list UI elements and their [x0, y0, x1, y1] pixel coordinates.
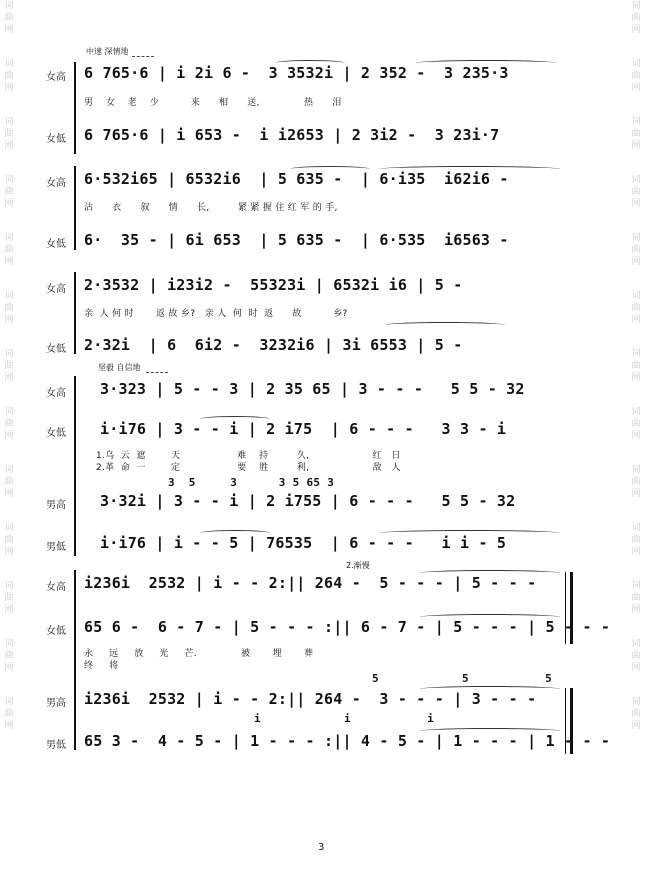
watermark-char: 曲	[631, 303, 641, 313]
watermark-char: 词	[4, 639, 14, 649]
slur	[380, 530, 560, 536]
watermark-char: 词	[4, 407, 14, 417]
watermark-char: 网	[631, 373, 641, 383]
notes-line: 65 3 - 4 - 5 - | 1 - - - :|| 4 - 5 - | 1 - - - | 1 - - -	[84, 732, 611, 750]
notes-line: 65 6 - 6 - 7 - | 5 - - - :|| 6 - 7 - | 5 - - - | 5 - - -	[84, 618, 611, 636]
lyric-line: 男 女 老 少 来 相 送, 热 泪	[84, 98, 342, 108]
slur	[416, 60, 556, 66]
notes-line: 3·323 | 5 - - 3 | 2 35 65 | 3 - - - 5 5 - 32	[100, 380, 525, 398]
watermark-char: 词	[631, 465, 641, 475]
watermark-char: 网	[631, 141, 641, 151]
notes-line: 6·532i65 | 6532i6 | 5 635 - | 6·i35 i62i6 -	[84, 170, 509, 188]
watermark-char: 网	[4, 721, 14, 731]
watermark-char: 网	[631, 605, 641, 615]
notes-line: 6 765·6 | i 2i 6 - 3 3532i | 2 352 - 3 235·3	[84, 64, 509, 82]
watermark-char: 词	[4, 349, 14, 359]
voice-label: 女低	[46, 239, 66, 250]
notes-line: 2·3532 | i23i2 - 55323i | 6532i i6 | 5 -	[84, 276, 463, 294]
voice-label: 女高	[46, 388, 66, 399]
watermark-char: 曲	[631, 13, 641, 23]
notes-line: 3·32i | 3 - - i | 2 i755 | 6 - - - 5 5 - 32	[100, 492, 516, 510]
watermark-char: 词	[4, 117, 14, 127]
watermark-char: 词	[4, 581, 14, 591]
watermark-char: 词	[631, 639, 641, 649]
watermark-char: 词	[4, 697, 14, 707]
notes-line: i236i 2532 | i - - 2:|| 264 - 3 - - - | 3 - - -	[84, 690, 537, 708]
watermark-char: 词	[4, 523, 14, 533]
watermark-char: 词	[631, 291, 641, 301]
watermark-char: 词	[631, 233, 641, 243]
voice-label: 女低	[46, 134, 66, 145]
watermark-char: 词	[4, 59, 14, 69]
voice-label: 女高	[46, 284, 66, 295]
watermark-char: 曲	[4, 129, 14, 139]
watermark-char: 网	[4, 489, 14, 499]
slur	[385, 322, 505, 328]
watermark-char: 网	[4, 373, 14, 383]
voice-label: 女低	[46, 344, 66, 355]
lyric-line: 沾 衣 叙 情 长, 紧 紧 握 住 红 军 的 手,	[84, 203, 338, 213]
system-brace	[74, 376, 79, 556]
watermark-char: 网	[631, 489, 641, 499]
watermark-char: 曲	[631, 535, 641, 545]
voice-label: 女低	[46, 626, 66, 637]
final-barline	[565, 572, 573, 644]
final-barline	[565, 688, 573, 754]
tempo-line	[146, 372, 168, 373]
watermark-char: 词	[631, 407, 641, 417]
tempo-line	[132, 56, 154, 57]
watermark-char: 词	[4, 175, 14, 185]
voice-label: 女高	[46, 178, 66, 189]
watermark-char: 网	[631, 663, 641, 673]
watermark-char: 曲	[4, 13, 14, 23]
watermark-char: 曲	[4, 593, 14, 603]
watermark-char: 曲	[631, 129, 641, 139]
watermark-char: 曲	[631, 651, 641, 661]
notes-line: i·i76 | i - - 5 | 76535 | 6 - - - i i - 5	[100, 534, 507, 552]
watermark-char: 词	[631, 697, 641, 707]
watermark-char: 曲	[4, 419, 14, 429]
watermark-char: 词	[631, 1, 641, 11]
watermark-char: 曲	[631, 71, 641, 81]
notes-line: 5 5 5	[372, 672, 552, 685]
lyric-line: 永 远 放 光 芒. 被 埋 葬	[84, 649, 314, 659]
watermark-char: 词	[631, 349, 641, 359]
lyric-line: 1.乌 云 遮 天 难 持 久, 红 日	[96, 451, 401, 461]
watermark-char: 曲	[631, 187, 641, 197]
voice-label: 男低	[46, 740, 66, 751]
notes-line: 6· 35 - | 6i 653 | 5 635 - | 6·535 i6563 -	[84, 231, 509, 249]
slur	[290, 166, 370, 172]
slur	[420, 614, 560, 620]
watermark-char: 网	[631, 431, 641, 441]
watermark-char: 网	[631, 83, 641, 93]
page-number: 3	[318, 842, 325, 853]
system-brace	[74, 166, 79, 250]
watermark-char: 网	[631, 25, 641, 35]
watermark-char: 曲	[631, 245, 641, 255]
watermark-char: 网	[4, 605, 14, 615]
notes-line: i·i76 | 3 - - i | 2 i75 | 6 - - - 3 3 - i	[100, 420, 507, 438]
system-brace	[74, 570, 79, 750]
watermark-char: 曲	[4, 651, 14, 661]
watermark-char: 曲	[4, 477, 14, 487]
watermark-char: 曲	[4, 187, 14, 197]
watermark-char: 网	[4, 547, 14, 557]
notes-line: i236i 2532 | i - - 2:|| 264 - 5 - - - | 5 - - -	[84, 574, 537, 592]
watermark-char: 曲	[4, 71, 14, 81]
watermark-char: 网	[4, 83, 14, 93]
watermark-char: 网	[631, 257, 641, 267]
slur	[200, 416, 270, 422]
watermark-char: 网	[631, 547, 641, 557]
watermark-char: 网	[4, 315, 14, 325]
watermark-char: 曲	[631, 419, 641, 429]
tempo-marking: 2.渐慢	[346, 561, 370, 570]
watermark-char: 网	[4, 199, 14, 209]
system-brace	[74, 272, 79, 354]
watermark-char: 词	[631, 523, 641, 533]
system-brace	[74, 62, 79, 154]
lyric-line: 终 将	[84, 661, 119, 671]
notes-line: 2·32i | 6 6i2 - 3232i6 | 3i 6553 | 5 -	[84, 336, 463, 354]
watermark-char: 词	[4, 1, 14, 11]
slur	[420, 728, 560, 734]
voice-label: 女高	[46, 582, 66, 593]
voice-label: 女低	[46, 428, 66, 439]
voice-label: 女高	[46, 72, 66, 83]
watermark-char: 词	[631, 59, 641, 69]
notes-line: 3 5 3 3 5 65 3	[168, 476, 335, 489]
tempo-marking: 中速 深情地	[86, 47, 129, 56]
watermark-char: 曲	[4, 245, 14, 255]
voice-label: 男低	[46, 542, 66, 553]
tempo-marking: 坚毅 自信地	[98, 363, 141, 372]
watermark-char: 词	[4, 291, 14, 301]
notes-line: i i i	[254, 712, 434, 725]
watermark-char: 曲	[631, 477, 641, 487]
watermark-char: 词	[4, 233, 14, 243]
watermark-char: 曲	[4, 303, 14, 313]
watermark-char: 网	[4, 257, 14, 267]
lyric-line: 亲 人 何 时 返 故 乡? 亲 人 何 时 返 故 乡?	[84, 309, 348, 319]
slur	[275, 60, 345, 66]
slur	[200, 530, 270, 536]
watermark-char: 曲	[4, 709, 14, 719]
notes-line: 6 765·6 | i 653 - i i2653 | 2 3i2 - 3 23i·7	[84, 126, 500, 144]
watermark-char: 网	[631, 315, 641, 325]
watermark-char: 网	[631, 199, 641, 209]
watermark-char: 曲	[631, 593, 641, 603]
watermark-char: 网	[4, 431, 14, 441]
watermark-char: 网	[4, 141, 14, 151]
watermark-char: 曲	[4, 361, 14, 371]
slur	[420, 570, 560, 576]
lyric-line: 2.革 命 一 定 要 胜 利, 敌 人	[96, 463, 401, 473]
watermark-char: 曲	[631, 361, 641, 371]
slur	[380, 166, 560, 172]
voice-label: 男高	[46, 698, 66, 709]
watermark-char: 网	[631, 721, 641, 731]
watermark-char: 曲	[631, 709, 641, 719]
slur	[420, 686, 560, 692]
watermark-char: 曲	[4, 535, 14, 545]
voice-label: 男高	[46, 500, 66, 511]
watermark-char: 网	[4, 25, 14, 35]
watermark-char: 词	[4, 465, 14, 475]
watermark-char: 词	[631, 581, 641, 591]
watermark-char: 网	[4, 663, 14, 673]
watermark-char: 词	[631, 175, 641, 185]
watermark-char: 词	[631, 117, 641, 127]
